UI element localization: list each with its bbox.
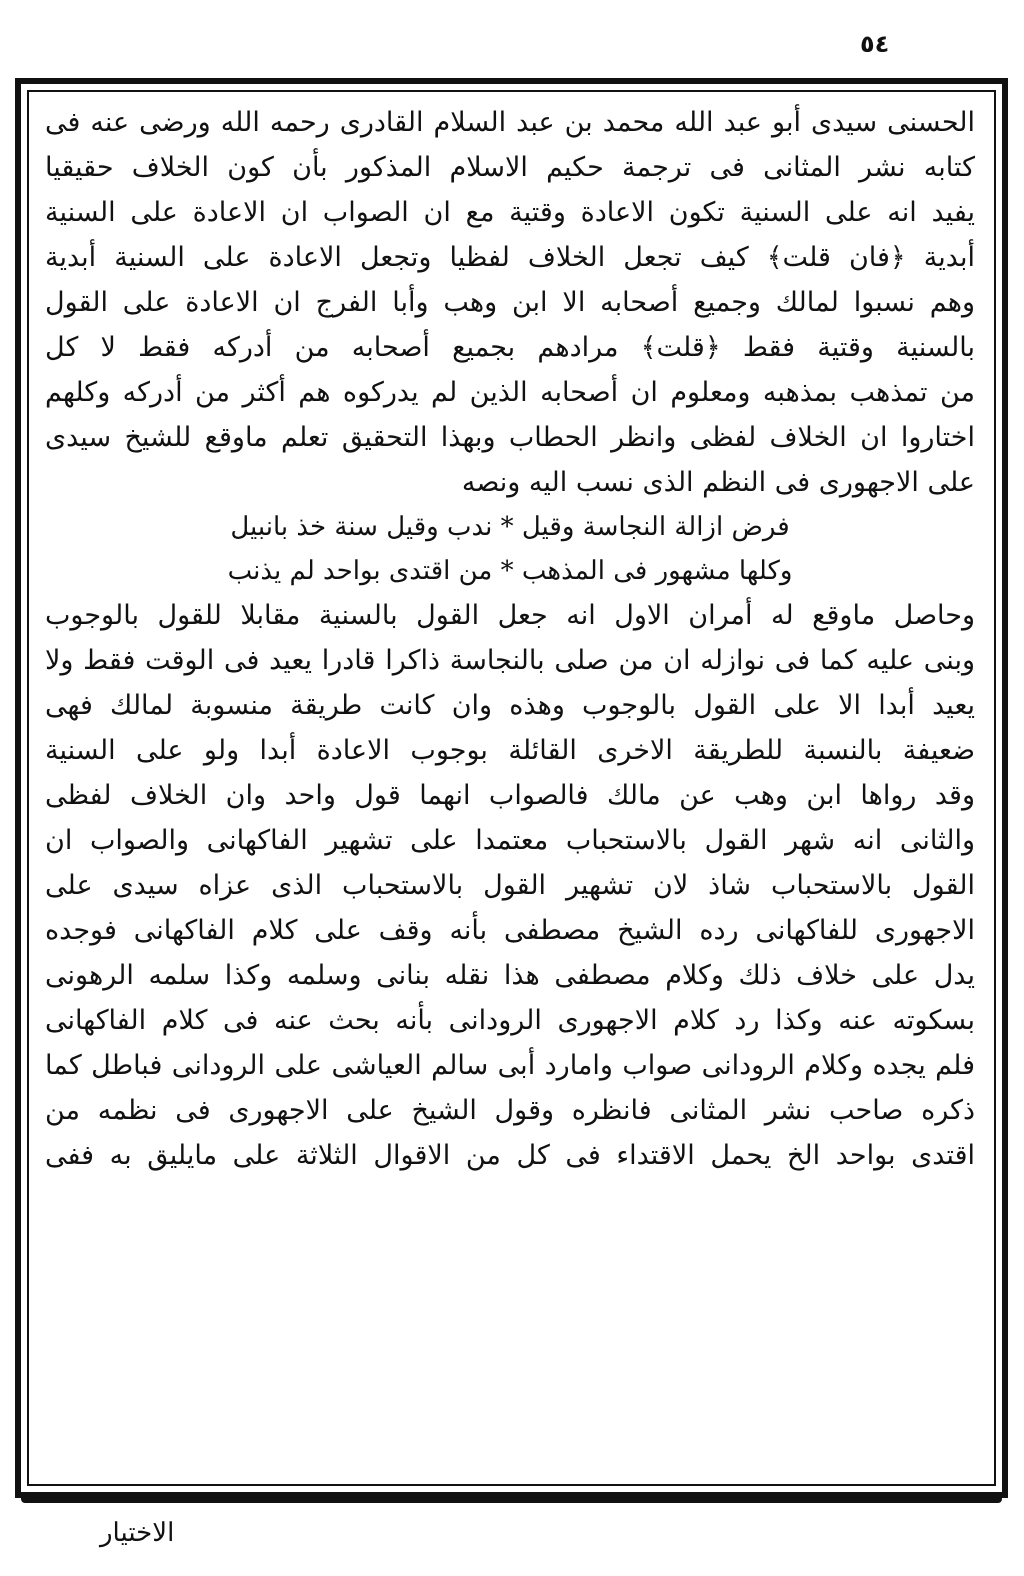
text-line: اقتدى بواحد الخ يحمل الاقتداء فى كل من الاقوال الثلاثة على مايليق به ففى bbox=[45, 1140, 975, 1171]
page-border-bottom-rule bbox=[21, 1495, 1002, 1503]
verse-line: فرض ازالة النجاسة وقيل * ندب وقيل سنة خذ بانبيل bbox=[230, 512, 790, 542]
text-line: من تمذهب بمذهبه ومعلوم ان أصحابه الذين لم يدركوه هم أكثر من أدركه وكلهم bbox=[45, 377, 975, 408]
text-line: القول بالاستحباب شاذ لان تشهير القول بالاستحباب الذى عزاه سيدى على bbox=[45, 870, 975, 901]
text-line: فلم يجده وكلام الرودانى صواب وامارد أبى سالم العياشى على الرودانى فباطل كما bbox=[45, 1050, 975, 1081]
text-line: وبنى عليه كما فى نوازله ان من صلى بالنجاسة ذاكرا قادرا يعيد فى الوقت فقط ولا bbox=[45, 645, 975, 676]
text-line: أبدية ﴿فان قلت﴾ كيف تجعل الخلاف لفظيا وتجعل الاعادة على السنية أبدية bbox=[45, 242, 975, 273]
page-number: ٥٤ bbox=[860, 30, 890, 58]
main-text bbox=[45, 100, 975, 1178]
text-line: على الاجهورى فى النظم الذى نسب اليه ونصه bbox=[461, 467, 975, 498]
text-line: وحاصل ماوقع له أمران الاول انه جعل القول بالسنية مقابلا للقول بالوجوب bbox=[45, 600, 975, 631]
text-line: بالسنية وقتية فقط ﴿قلت﴾ مرادهم بجميع أصحابه من أدركه فقط لا كل bbox=[45, 332, 975, 363]
text-line: ذكره صاحب نشر المثانى فانظره وقول الشيخ على الاجهورى فى نظمه من bbox=[45, 1095, 975, 1126]
text-line: والثانى انه شهر القول بالاستحباب معتمدا على تشهير الفاكهانى والصواب ان bbox=[45, 825, 975, 856]
text-line: الحسنى سيدى أبو عبد الله محمد بن عبد السلام القادرى رحمه الله ورضى عنه فى bbox=[45, 107, 975, 138]
text-line: كتابه نشر المثانى فى ترجمة حكيم الاسلام المذكور بأن كون الخلاف حقيقيا bbox=[45, 152, 975, 183]
text-line: وهم نسبوا لمالك وجميع أصحابه الا ابن وهب وأبا الفرج ان الاعادة على القول bbox=[45, 287, 975, 318]
catchword: الاختيار bbox=[100, 1518, 175, 1548]
verse-line: وكلها مشهور فى المذهب * من اقتدى بواحد لم يذنب bbox=[227, 556, 793, 586]
text-line: الاجهورى للفاكهانى رده الشيخ مصطفى بأنه وقف على كلام الفاكهانى فوجده bbox=[45, 915, 975, 946]
text-line: يدل على خلاف ذلك وكلام مصطفى هذا نقله بنانى وسلمه وكذا سلمه الرهونى bbox=[45, 960, 975, 991]
text-line: وقد رواها ابن وهب عن مالك فالصواب انهما قول واحد وان الخلاف لفظى bbox=[45, 780, 975, 811]
text-line: يعيد أبدا الا على القول بالوجوب وهذه وان كانت طريقة منسوبة لمالك فهى bbox=[45, 690, 975, 721]
text-line: بسكوته عنه وكذا رد كلام الاجهورى الرودانى بأنه بحث عنه فى كلام الفاكهانى bbox=[45, 1005, 975, 1036]
text-line: اختاروا ان الخلاف لفظى وانظر الحطاب وبهذا التحقيق تعلم ماوقع للشيخ سيدى bbox=[45, 422, 975, 453]
text-line: يفيد انه على السنية تكون الاعادة وقتية مع ان الصواب ان الاعادة على السنية bbox=[45, 197, 975, 228]
text-line: ضعيفة بالنسبة للطريقة الاخرى القائلة بوجوب الاعادة أبدا ولو على السنية bbox=[45, 735, 975, 766]
